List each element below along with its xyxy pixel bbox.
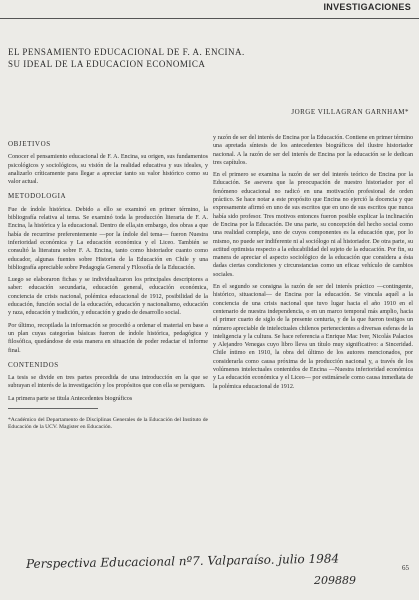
article-title <box>8 46 408 70</box>
paragraph-metodologia-2: Luego se elaboraron fichas y se individualizaron los principales descriptores a saber: educación secundaria, educación general, educación económica, conciencia de crisis nacional, polémica educacional de 1912, posibilidad de la educación, función social de la educación, educación y nacionalismo, educación y raza, educación y tradición, y educación y grado de desarrollo social. <box>8 277 208 317</box>
paragraph-objetivos: Conocer el pensamiento educacional de F. A. Encina, su origen, sus fundamentos psicológicos y sociológicos, su visión de la realidad educativa y sus ideales, y analizarlo críticamente para llegar a apreciar tanto su valor histórico como su valor actual. <box>8 154 208 186</box>
paragraph-contenidos-2: La primera parte se titula Antecedentes biográficos <box>8 395 133 402</box>
author: JORGE VILLAGRAN GARNHAM* <box>291 108 409 116</box>
paragraph-metodologia-3: Por último, recopilada la información se procedió a ordenar el material en base a un plan cuyas categorías básicas fueron de índole histórica, pedagógica y filosófica, quedándose de esta manera en situación de poder redactar el informe final. <box>8 322 208 354</box>
paragraph-contenidos-1: La tesis se divide en tres partes precedida de una introducción en la que se subrayan el interés de la investigación y los propósitos que con ella se persiguen. <box>8 375 208 390</box>
heading-objetivos: OBJETIVOS <box>8 140 51 148</box>
paragraph-right-3: En el segundo se consigna la razón de ser del interés práctico —contingente, histórico, situacional— de Encina por la educación. Se vincula aquél a la conciencia de una crisis nacional que tuvo lugar hacia el año 1910 en el centenario de nuestra independencia, o en un marco temporal más amplio, hacia el primer cuarto de siglo de la presente centuria, y de la que fueron testigos un número apreciable de intelectuales chilenos pertenecientes a diversas esferas de la inteligencia y la cultura. Se hace referencia a Enrique Mac Iver, Nicolás Palacios y Alejandro Venegas cuyo libro lleva un título muy significativo: a Sinceridad. Chile íntimo en 1910, la obra del último de los autores mencionados, por considerarla como causa próxima de la producción nacional y, a través de los volúmenes intelectuales contenidos de Encina —Nuestra inferioridad económica y La educación económica y el Liceo— por estimársele como causa inmediata de la polémica educacional de 1912. <box>213 284 413 390</box>
paragraph-metodologia-1: Fue de índole histórica. Debido a ello se examinó en primer término, la bibliografía relativa al tema. Se examinó toda la producción literaria de F. A. Encina, la histórica y la educacional. Dentro de ella,sin embargo, dos obras a que había de recurrirse preferentemente —por la índole del tema— fueron Nuestra inferioridad económica y La educación económica y el Liceo. También se consultó la literatura sobre F. A. Encina, tanto como historiador cuanto como educador, algunas fuentes sobre Historia de la Educación en Chile y una bibliografía apreciable sobre Pedagogía General y Filosofía de la Educación. <box>8 206 208 271</box>
section-header <box>0 0 419 19</box>
footnote-divider <box>8 408 98 409</box>
heading-contenidos: CONTENIDOS <box>8 360 59 369</box>
paragraph-right-1: y razón de ser del interés de Encina por la Educación. Contiene en primer término una apretada síntesis de los antecedentes biográficos del ilustre historiador nacional. A la razón de ser del interés de Encina por la educación se le dedican tres capítulos. <box>213 135 413 166</box>
left-column <box>8 134 208 432</box>
heading-metodologia: METODOLOGIA <box>8 192 67 201</box>
handwritten-annotation: Perspectiva Educacional nº7. Valparaíso. julio 1984 <box>25 551 340 571</box>
footnote: *Académico del Departamento de Disciplinas Generales de la Educación del Instituto de Educación de la UCV. Magister en Educación. <box>8 417 208 431</box>
section-label: INVESTIGACIONES <box>323 2 411 12</box>
title-line-2: SU IDEAL DE LA EDUCACION ECONOMICA <box>8 59 206 69</box>
handwritten-code: 209889 <box>314 574 356 587</box>
right-column <box>213 134 413 395</box>
title-line-1: EL PENSAMIENTO EDUCACIONAL DE F. A. ENCINA. <box>8 47 245 57</box>
paragraph-right-2: En el primero se examina la razón de ser del interés teórico de Encina por la Educación. Se asevera que la preocupación de nuestro historiador por el fenómeno educacional no radicó en una motivación profesional de orden práctico. Se hace notar a este propósito que Encina no ejerció la docencia y que expresamente afirmó en uno de sus escritos que en uno de sus escritos que nunca había sido profesor. Tres motivos entonces fueron posible explicar la inclinación de Encina por la Educación. De una parte, su concepción del hecho social como una realidad compleja, uno de cuyos componentes es la educación que, por lo mismo, no puede ser indiferente ni al sociólogo ni al historiador. De otra parte, su actitud optimista respecto a la educabilidad del sujeto de la educación. Por fin, su manera de apreciar el aspecto sociológico de la educación que considera a ésta dadas ciertas condiciones y circunstancias como un eficaz vehículo de cambios sociales. <box>213 172 413 278</box>
page-number: 65 <box>402 564 409 572</box>
